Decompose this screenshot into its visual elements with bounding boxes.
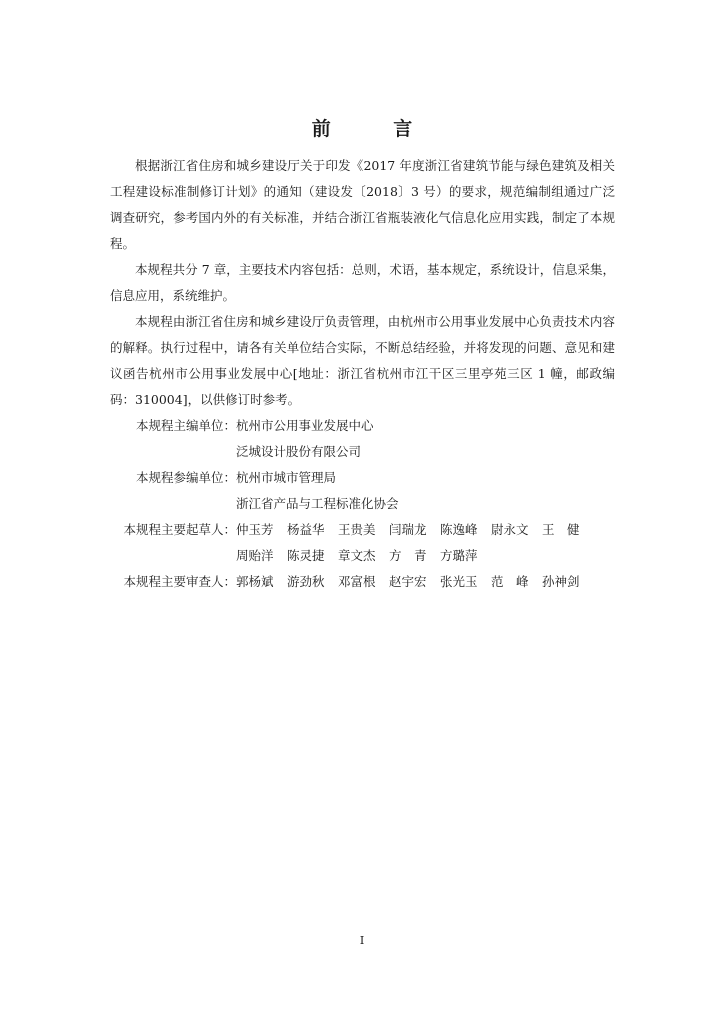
drafter-name: 方璐萍 bbox=[440, 548, 478, 563]
participating-unit: 杭州市城市管理局 bbox=[236, 470, 337, 485]
drafters-row bbox=[110, 517, 615, 543]
drafters-row-2 bbox=[110, 543, 615, 569]
chief-editor-unit: 杭州市公用事业发展中心 bbox=[236, 418, 374, 433]
paragraph-management: 本规程由浙江省住房和城乡建设厅负责管理，由杭州市公用事业发展中心负责技术内容的解释。执行过程中，请各有关单位结合实际，不断总结经验，并将发现的问题、意见和建议函告杭州市公用事业发展中心[地址：浙江省杭州市江干区三里亭苑三区 1 幢，邮政编码：310004]，以供修订时参考。 bbox=[110, 314, 615, 407]
drafter-name: 尉永文 bbox=[491, 522, 529, 537]
reviewer-name: 邓富根 bbox=[338, 574, 376, 589]
preface-body bbox=[110, 153, 615, 595]
chief-editor-row bbox=[110, 413, 615, 439]
drafter-name: 王 健 bbox=[542, 522, 580, 537]
drafter-name: 闫瑞龙 bbox=[389, 522, 427, 537]
drafter-name: 杨益华 bbox=[287, 522, 325, 537]
reviewer-name: 范 峰 bbox=[491, 574, 529, 589]
chief-editor-row-2 bbox=[110, 439, 615, 465]
page-number: I bbox=[359, 934, 365, 947]
chief-editor-unit: 泛城设计股份有限公司 bbox=[236, 444, 362, 459]
drafter-name: 章文杰 bbox=[338, 548, 376, 563]
reviewer-name: 张光玉 bbox=[440, 574, 478, 589]
reviewer-name: 游劲秋 bbox=[287, 574, 325, 589]
reviewer-name: 孙神剑 bbox=[542, 574, 580, 589]
paragraph-contents: 本规程共分 7 章，主要技术内容包括：总则，术语，基本规定，系统设计，信息采集，信息应用，系统维护。 bbox=[110, 262, 615, 303]
page-title: 前 言 bbox=[311, 118, 441, 140]
participating-label: 本规程参编单位： bbox=[135, 470, 236, 485]
reviewers-row bbox=[110, 569, 615, 595]
reviewer-name: 赵宇宏 bbox=[389, 574, 427, 589]
paragraph-background: 根据浙江省住房和城乡建设厅关于印发《2017 年度浙江省建筑节能与绿色建筑及相关工程建设标准制修订计划》的通知（建设发〔2018〕3 号）的要求，规范编制组通过广泛调查研究，参考国内外的有关标准，并结合浙江省瓶装液化气信息化应用实践，制定了本规程。 bbox=[110, 158, 615, 251]
reviewers-label: 本规程主要审查人： bbox=[123, 574, 236, 589]
drafters-label: 本规程主要起草人： bbox=[123, 522, 236, 537]
reviewer-name: 郭杨斌 bbox=[236, 574, 274, 589]
participating-row bbox=[110, 465, 615, 491]
participating-unit: 浙江省产品与工程标准化协会 bbox=[236, 496, 399, 511]
chief-editor-label: 本规程主编单位： bbox=[135, 418, 236, 433]
drafter-name: 方 青 bbox=[389, 548, 427, 563]
drafter-name: 陈灵捷 bbox=[287, 548, 325, 563]
participating-row-2 bbox=[110, 491, 615, 517]
drafter-name: 王贵美 bbox=[338, 522, 376, 537]
drafter-name: 仲玉芳 bbox=[236, 522, 274, 537]
drafter-name: 周贻洋 bbox=[236, 548, 274, 563]
drafter-name: 陈逸峰 bbox=[440, 522, 478, 537]
